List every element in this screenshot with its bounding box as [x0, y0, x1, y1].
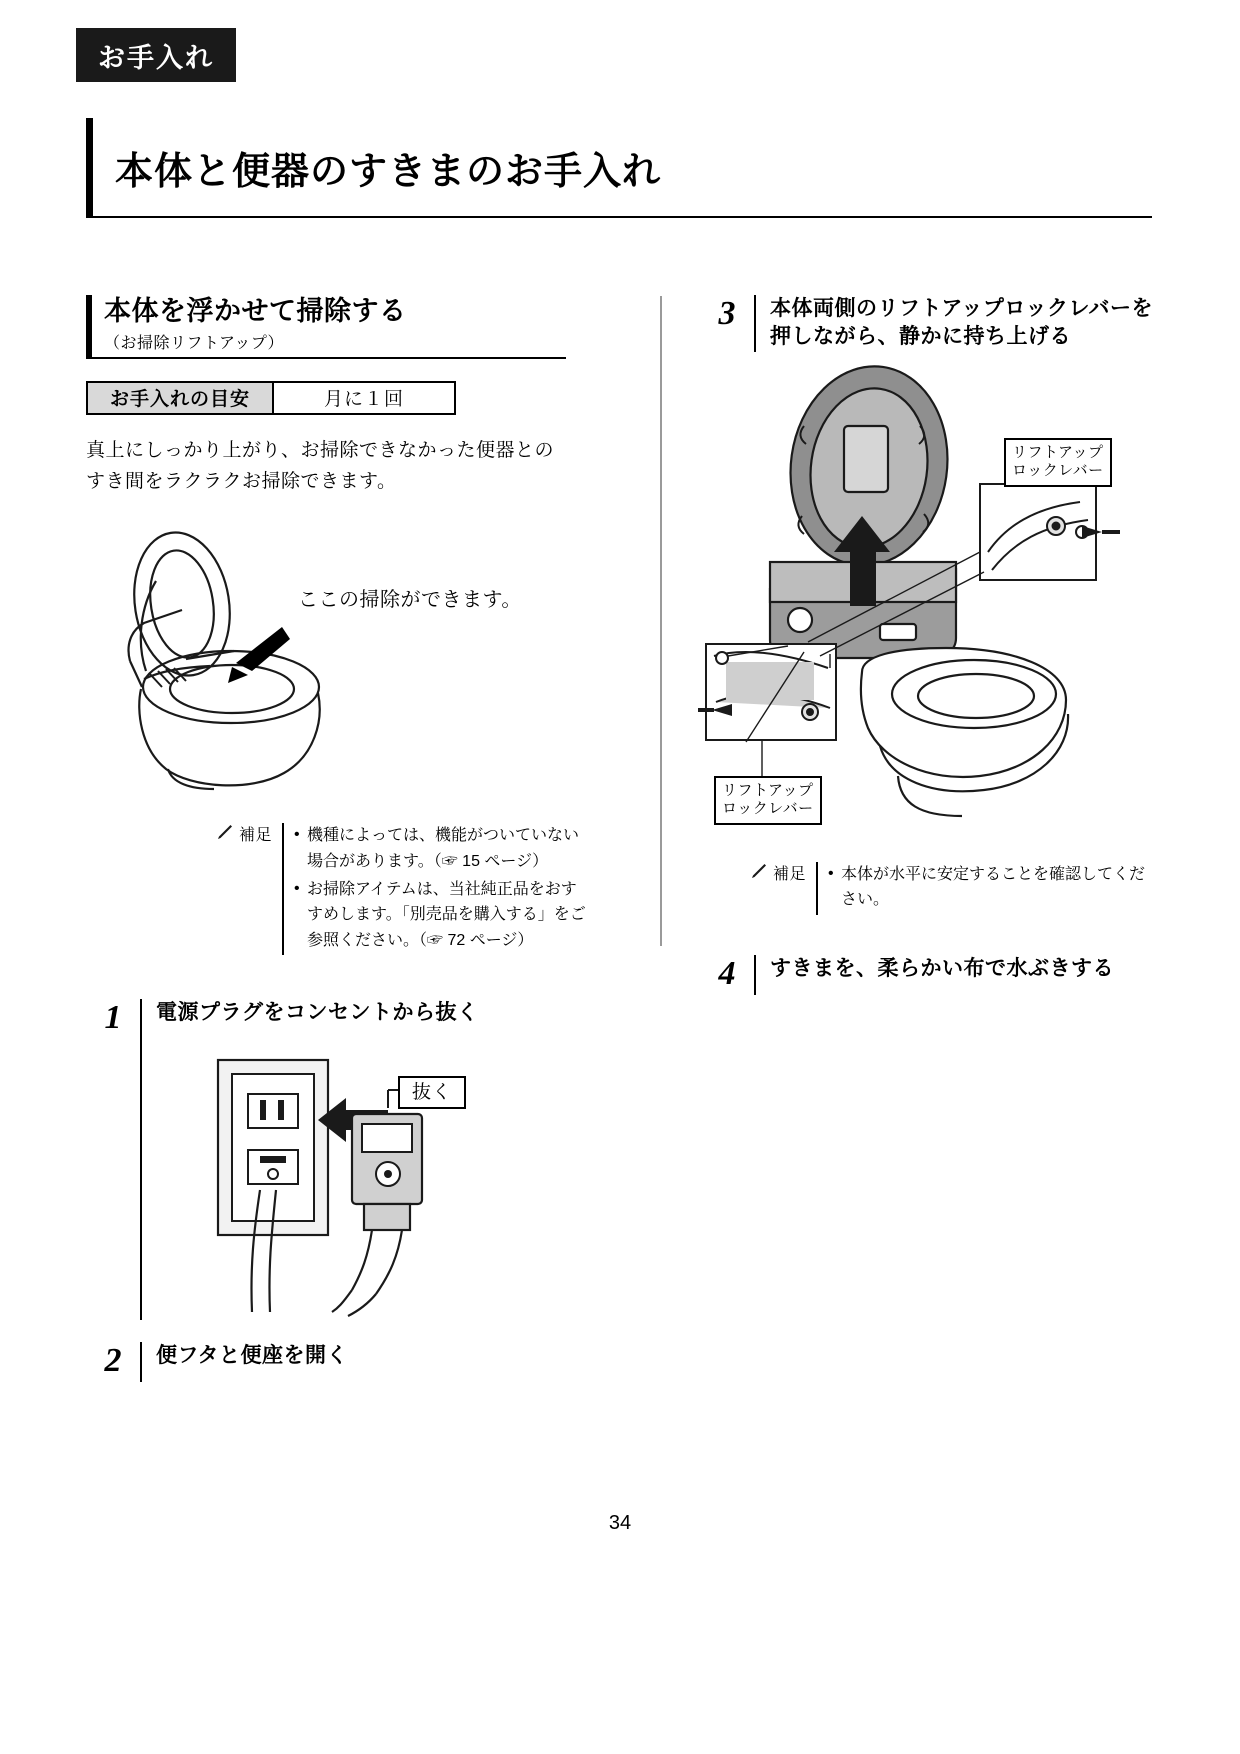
section-heading-main: 本体を浮かせて掃除する — [104, 296, 407, 326]
step-1 — [86, 999, 586, 1319]
note-label: 補足 — [239, 827, 273, 845]
toilet-lifted-drawing — [86, 511, 586, 811]
step-3-text: 本体両側のリフトアップロックレバーを押しながら、静かに持ち上げる — [770, 297, 1154, 349]
left-note-body — [282, 823, 586, 955]
maintenance-frequency-value: 月に１回 — [274, 383, 454, 413]
step-4-text: すきまを、柔らかい布で水ぶきする — [770, 956, 1114, 980]
callout-line-1: リフトアップ — [722, 781, 814, 799]
section-description: 真上にしっかり上がり、お掃除できなかった便器とのすき間をラクラクお掃除できます。 — [86, 439, 555, 493]
left-column — [86, 295, 586, 1382]
callout-line-2: ロックレバー — [1012, 462, 1104, 480]
step-4-number: 4 — [718, 954, 736, 992]
column-divider — [660, 296, 662, 946]
step-1-number: 1 — [104, 999, 122, 1037]
pencil-icon — [750, 862, 768, 880]
step-2-body — [140, 1342, 586, 1382]
note-item: • 本体が水平に安定することを確認してください。 — [828, 862, 1150, 913]
page-title-text: 本体と便器のすきまのお手入れ — [115, 150, 662, 193]
step-4 — [700, 955, 1160, 995]
callout-line-1: リフトアップ — [1012, 443, 1104, 461]
maintenance-frequency-label: お手入れの目安 — [88, 383, 274, 413]
plug-pull-callout: 抜く — [398, 1076, 466, 1110]
callout-line-2: ロックレバー — [722, 800, 814, 818]
lift-lock-lever-illustration — [684, 356, 1144, 856]
note-item: • 機種によっては、機能がついていない場合があります。（☞ 15 ページ） — [294, 823, 586, 874]
illustration-annotation: ここの掃除ができます。 — [298, 589, 522, 612]
outlet-plug-drawing — [156, 1050, 556, 1320]
section-heading-sub: （お掃除リフトアップ） — [104, 334, 285, 352]
step-1-body — [140, 999, 586, 1319]
note-pen-icon — [216, 823, 278, 955]
section-tab-label: お手入れ — [98, 42, 214, 73]
step-1-text: 電源プラグをコンセントから抜く — [156, 1001, 479, 1025]
pencil-icon — [216, 823, 234, 841]
page-number: 34 — [608, 1512, 632, 1534]
section-heading — [86, 295, 566, 359]
step-3 — [700, 295, 1160, 352]
step-4-body — [754, 955, 1160, 995]
detail-box-bottom — [706, 644, 836, 740]
lift-up-illustration — [86, 511, 586, 811]
right-note — [750, 862, 1150, 915]
left-note — [216, 823, 586, 955]
note-item: • お掃除アイテムは、当社純正品をおすすめします。「別売品を購入する」をご参照ください。（☞ 72 ページ） — [294, 877, 586, 954]
lift-lock-lever-callout-top — [1004, 438, 1112, 488]
right-note-body — [816, 862, 1150, 915]
note-label: 補足 — [773, 865, 807, 883]
detail-box-top — [980, 484, 1096, 580]
note-pen-icon — [750, 862, 812, 915]
section-tab-maintenance — [76, 28, 236, 82]
maintenance-frequency-box — [86, 381, 456, 415]
step-3-body — [754, 295, 1160, 352]
page-title — [86, 118, 1152, 218]
right-column — [700, 295, 1160, 995]
step-2-text: 便フタと便座を開く — [156, 1343, 349, 1367]
power-plug-illustration — [156, 1050, 556, 1320]
step-2 — [86, 1342, 586, 1382]
step-2-number: 2 — [104, 1341, 122, 1379]
lift-lock-lever-callout-bottom — [714, 776, 822, 826]
step-3-number: 3 — [718, 295, 736, 332]
